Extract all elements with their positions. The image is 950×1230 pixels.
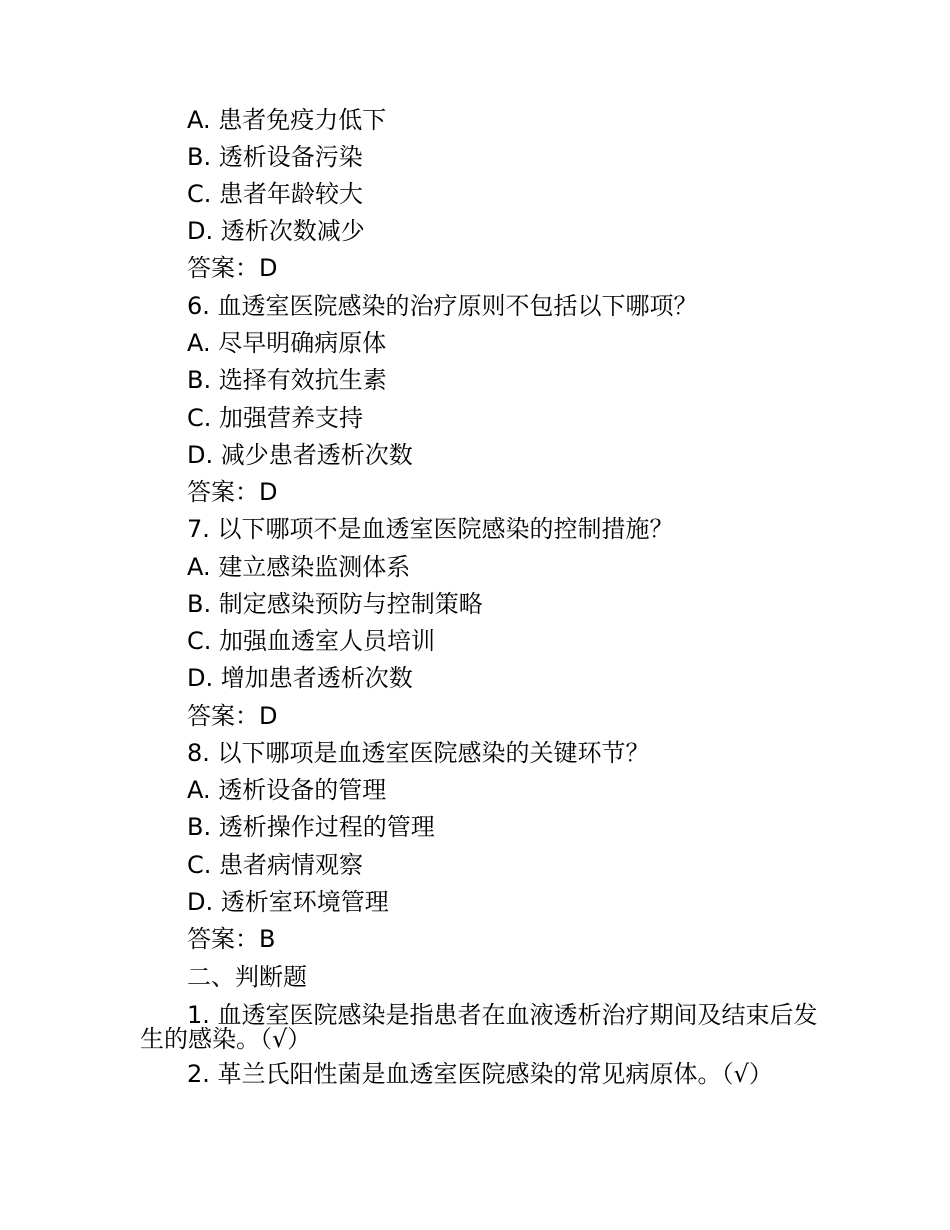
option-7d: D. 增加患者透析次数 (187, 664, 413, 692)
option-8a: A. 透析设备的管理 (187, 776, 387, 804)
option-5d: D. 透析次数减少 (187, 217, 365, 245)
option-6b: B. 选择有效抗生素 (187, 366, 387, 394)
answer-7: 答案：D (187, 702, 278, 730)
question-8: 8. 以下哪项是血透室医院感染的关键环节？ (187, 739, 650, 767)
option-7c: C. 加强血透室人员培训 (187, 627, 436, 655)
question-7: 7. 以下哪项不是血透室医院感染的控制措施？ (187, 515, 674, 543)
option-8b: B. 透析操作过程的管理 (187, 813, 435, 841)
question-6: 6. 血透室医院感染的治疗原则不包括以下哪项？ (187, 292, 698, 320)
tf-item-2: 2. 革兰氏阳性菌是血透室医院感染的常见病原体。（√） (187, 1060, 773, 1088)
option-5b: B. 透析设备污染 (187, 143, 363, 171)
option-5a: A. 患者免疫力低下 (187, 106, 387, 134)
answer-6: 答案：D (187, 478, 278, 506)
option-8d: D. 透析室环境管理 (187, 888, 389, 916)
option-6d: D. 减少患者透析次数 (187, 441, 413, 469)
section-heading-true-false: 二、判断题 (187, 963, 307, 991)
answer-5: 答案：D (187, 254, 278, 282)
option-6a: A. 尽早明确病原体 (187, 329, 387, 357)
option-8c: C. 患者病情观察 (187, 851, 364, 879)
option-7b: B. 制定感染预防与控制策略 (187, 590, 483, 618)
answer-8: 答案：B (187, 925, 276, 953)
option-5c: C. 患者年龄较大 (187, 180, 364, 208)
tf-item-1: 1. 血透室医院感染是指患者在血液透析治疗期间及结束后发生的感染。（√） (140, 1001, 818, 1053)
option-6c: C. 加强营养支持 (187, 404, 364, 432)
option-7a: A. 建立感染监测体系 (187, 553, 411, 581)
